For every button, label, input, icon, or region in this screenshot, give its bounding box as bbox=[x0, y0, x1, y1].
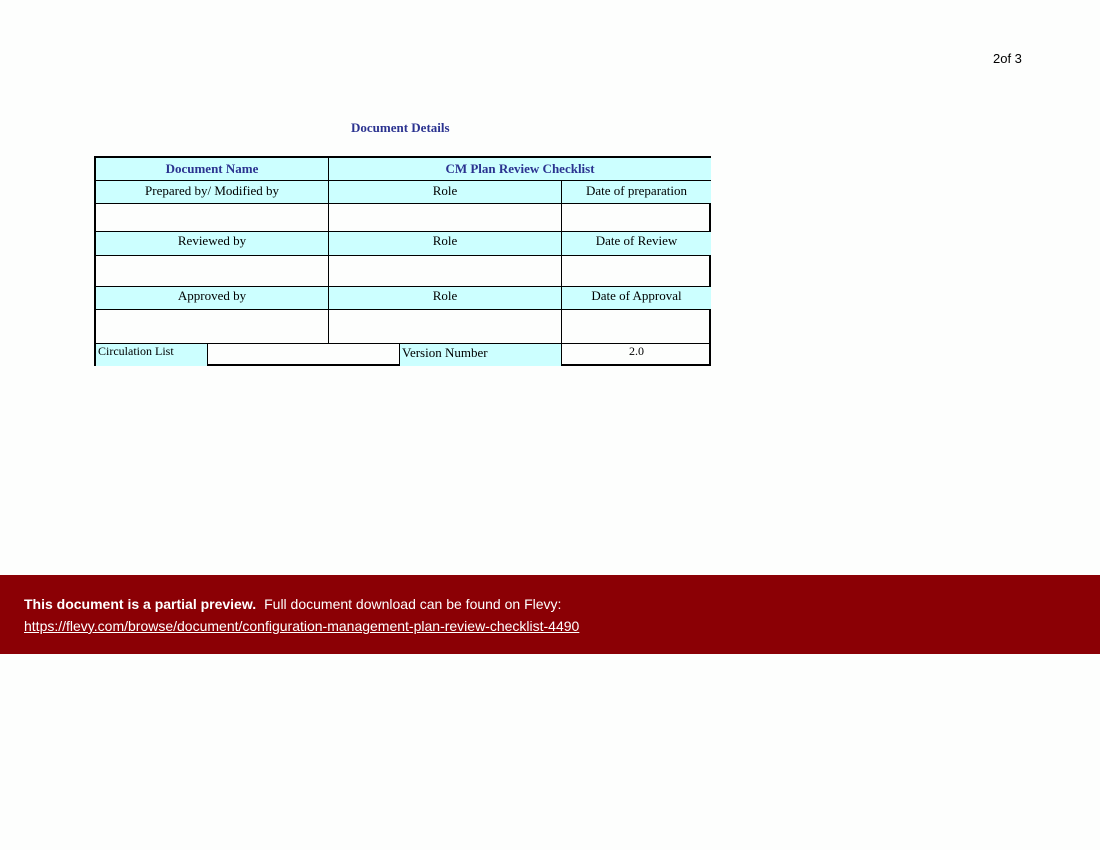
page-number: 2of 3 bbox=[993, 51, 1022, 66]
preview-banner bbox=[0, 575, 1100, 654]
approved-by-label: Approved by bbox=[96, 287, 329, 310]
banner-message bbox=[24, 596, 561, 612]
prepared-by-label: Prepared by/ Modified by bbox=[96, 181, 329, 204]
section-title: Document Details bbox=[351, 120, 450, 135]
banner-text: Full document download can be found on Flevy: bbox=[264, 596, 562, 612]
review-date-value bbox=[562, 256, 711, 287]
circulation-list-value bbox=[208, 344, 400, 366]
reviewed-by-value bbox=[96, 256, 329, 287]
document-name-label: Document Name bbox=[96, 158, 329, 181]
review-date-label: Date of Review bbox=[562, 232, 711, 256]
reviewed-role-value bbox=[329, 256, 562, 287]
approval-date-value bbox=[562, 310, 711, 344]
version-number-value: 2.0 bbox=[629, 344, 644, 358]
prepared-by-value bbox=[96, 204, 329, 232]
prepared-role-label: Role bbox=[329, 181, 562, 204]
preparation-date-value bbox=[562, 204, 711, 232]
document-name-value: CM Plan Review Checklist bbox=[329, 158, 711, 181]
circulation-list-label: Circulation List bbox=[96, 344, 208, 366]
download-link[interactable]: https://flevy.com/browse/document/configuration-management-plan-review-checklist-4490 bbox=[24, 618, 580, 634]
preparation-date-label: Date of preparation bbox=[562, 181, 711, 204]
approval-date-label: Date of Approval bbox=[562, 287, 711, 310]
reviewed-by-label: Reviewed by bbox=[96, 232, 329, 256]
reviewed-role-label: Role bbox=[329, 232, 562, 256]
version-number-label: Version Number bbox=[400, 344, 562, 366]
approved-by-value bbox=[96, 310, 329, 344]
prepared-role-value bbox=[329, 204, 562, 232]
banner-bold-text: This document is a partial preview. bbox=[24, 596, 257, 612]
document-details-table bbox=[94, 156, 711, 366]
approved-role-label: Role bbox=[329, 287, 562, 310]
approved-role-value bbox=[329, 310, 562, 344]
